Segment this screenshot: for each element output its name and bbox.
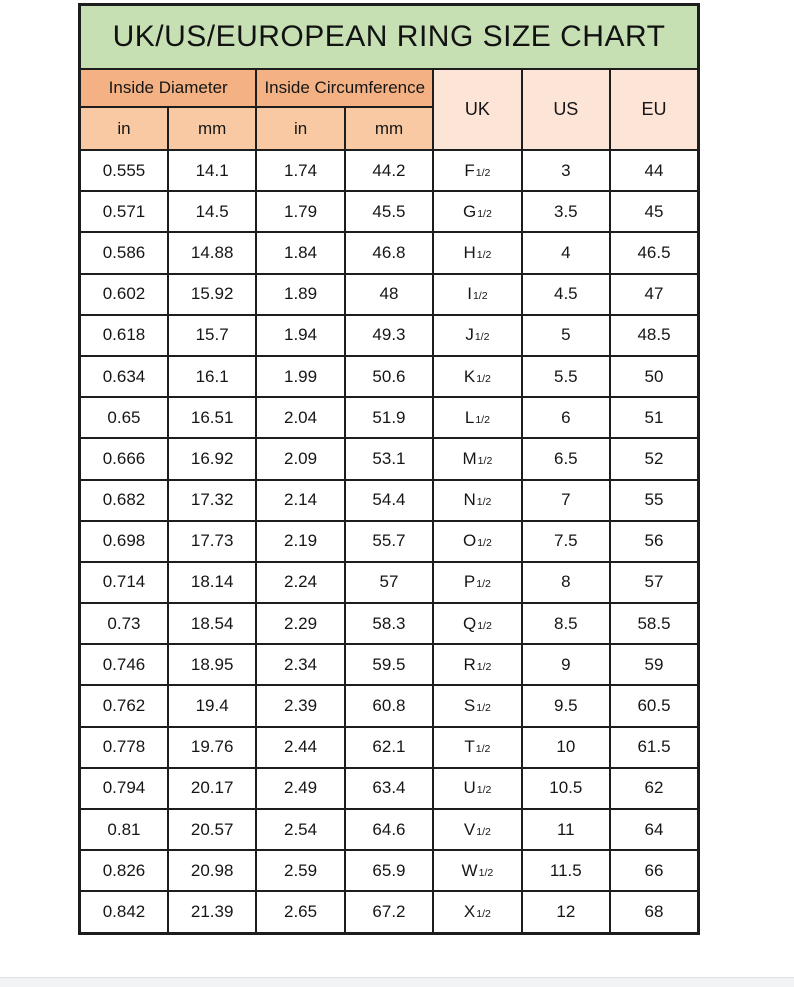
cell-us: 11 <box>522 809 610 850</box>
cell-eu: 45 <box>610 191 698 232</box>
cell-circumference_mm: 45.5 <box>345 191 433 232</box>
uk-size-fraction: 1/2 <box>477 207 492 220</box>
cell-circumference_mm: 60.8 <box>345 685 433 726</box>
uk-size-letter: K <box>463 366 476 386</box>
uk-size-fraction: 1/2 <box>476 578 491 591</box>
uk-size-fraction: 1/2 <box>476 702 491 715</box>
table-row <box>80 891 699 933</box>
table-row <box>80 356 699 397</box>
cell-diameter_mm: 16.51 <box>168 397 256 438</box>
cell-diameter_mm: 14.5 <box>168 191 256 232</box>
uk-size-letter: U <box>463 778 476 798</box>
cell-uk <box>433 397 521 438</box>
cell-circumference_mm: 62.1 <box>345 727 433 768</box>
cell-circumference_mm: 67.2 <box>345 891 433 933</box>
cell-diameter_mm: 20.57 <box>168 809 256 850</box>
table-row <box>80 521 699 562</box>
cell-us: 8.5 <box>522 603 610 644</box>
cell-uk <box>433 562 521 603</box>
cell-circumference_mm: 54.4 <box>345 480 433 521</box>
uk-size-letter: G <box>462 201 477 221</box>
header-diameter-in: in <box>80 107 168 150</box>
table-row <box>80 685 699 726</box>
uk-size-letter: J <box>465 325 474 345</box>
cell-diameter_in: 0.762 <box>80 685 168 726</box>
table-row <box>80 562 699 603</box>
cell-diameter_in: 0.778 <box>80 727 168 768</box>
cell-us: 11.5 <box>522 850 610 891</box>
cell-diameter_mm: 15.92 <box>168 274 256 315</box>
uk-size-letter: R <box>463 654 476 674</box>
cell-uk <box>433 191 521 232</box>
uk-size-letter: L <box>464 407 475 427</box>
cell-circumference_in: 1.94 <box>256 315 344 356</box>
cell-diameter_mm: 20.17 <box>168 768 256 809</box>
table-row <box>80 315 699 356</box>
cell-circumference_in: 1.79 <box>256 191 344 232</box>
group-header-row <box>80 69 699 107</box>
header-us: US <box>522 69 610 150</box>
cell-us: 3.5 <box>522 191 610 232</box>
cell-circumference_mm: 55.7 <box>345 521 433 562</box>
uk-size-fraction: 1/2 <box>474 331 490 344</box>
uk-size-fraction: 1/2 <box>476 496 492 509</box>
header-circumference-mm: mm <box>345 107 433 150</box>
cell-circumference_mm: 57 <box>345 562 433 603</box>
header-inside-circumference: Inside Circumference <box>256 69 433 107</box>
cell-diameter_mm: 18.95 <box>168 644 256 685</box>
uk-size-fraction: 1/2 <box>476 660 492 673</box>
table-row <box>80 150 699 191</box>
cell-circumference_in: 1.99 <box>256 356 344 397</box>
cell-diameter_in: 0.618 <box>80 315 168 356</box>
cell-circumference_mm: 44.2 <box>345 150 433 191</box>
cell-diameter_mm: 14.88 <box>168 232 256 273</box>
uk-size-fraction: 1/2 <box>472 290 488 303</box>
cell-us: 4.5 <box>522 274 610 315</box>
cell-diameter_mm: 16.1 <box>168 356 256 397</box>
table-row <box>80 232 699 273</box>
uk-size-letter: O <box>462 531 477 551</box>
table-row <box>80 480 699 521</box>
cell-us: 12 <box>522 891 610 933</box>
cell-circumference_mm: 64.6 <box>345 809 433 850</box>
cell-circumference_in: 2.59 <box>256 850 344 891</box>
cell-diameter_mm: 14.1 <box>168 150 256 191</box>
cell-circumference_in: 2.09 <box>256 438 344 479</box>
cell-eu: 60.5 <box>610 685 698 726</box>
uk-size-fraction: 1/2 <box>476 907 491 920</box>
cell-circumference_mm: 48 <box>345 274 433 315</box>
cell-uk <box>433 480 521 521</box>
cell-diameter_in: 0.81 <box>80 809 168 850</box>
cell-uk <box>433 644 521 685</box>
cell-circumference_in: 1.84 <box>256 232 344 273</box>
cell-eu: 55 <box>610 480 698 521</box>
cell-us: 8 <box>522 562 610 603</box>
cell-uk <box>433 727 521 768</box>
cell-us: 3 <box>522 150 610 191</box>
table-row <box>80 768 699 809</box>
cell-circumference_in: 2.49 <box>256 768 344 809</box>
header-uk: UK <box>433 69 521 150</box>
table-row <box>80 644 699 685</box>
uk-size-fraction: 1/2 <box>478 866 494 879</box>
table-row <box>80 809 699 850</box>
uk-size-letter: S <box>463 696 476 716</box>
uk-size-fraction: 1/2 <box>475 743 491 756</box>
cell-diameter_mm: 20.98 <box>168 850 256 891</box>
uk-size-fraction: 1/2 <box>477 454 493 467</box>
cell-eu: 51 <box>610 397 698 438</box>
cell-eu: 56 <box>610 521 698 562</box>
cell-circumference_in: 2.14 <box>256 480 344 521</box>
header-inside-diameter: Inside Diameter <box>80 69 257 107</box>
cell-circumference_in: 2.29 <box>256 603 344 644</box>
cell-uk <box>433 891 521 933</box>
cell-diameter_in: 0.746 <box>80 644 168 685</box>
cell-diameter_in: 0.571 <box>80 191 168 232</box>
cell-circumference_in: 1.74 <box>256 150 344 191</box>
cell-uk <box>433 685 521 726</box>
cell-diameter_in: 0.65 <box>80 397 168 438</box>
table-body <box>80 150 699 933</box>
uk-size-letter: M <box>462 448 477 468</box>
cell-circumference_mm: 51.9 <box>345 397 433 438</box>
table-row <box>80 603 699 644</box>
cell-diameter_mm: 19.76 <box>168 727 256 768</box>
cell-circumference_mm: 59.5 <box>345 644 433 685</box>
uk-size-fraction: 1/2 <box>475 166 491 179</box>
uk-size-fraction: 1/2 <box>477 537 492 550</box>
cell-diameter_in: 0.682 <box>80 480 168 521</box>
cell-uk <box>433 809 521 850</box>
cell-diameter_mm: 16.92 <box>168 438 256 479</box>
uk-size-letter: W <box>461 860 478 880</box>
cell-eu: 68 <box>610 891 698 933</box>
table-row <box>80 191 699 232</box>
cell-uk <box>433 438 521 479</box>
ring-size-chart <box>78 3 700 935</box>
cell-diameter_mm: 15.7 <box>168 315 256 356</box>
cell-eu: 59 <box>610 644 698 685</box>
cell-circumference_in: 2.04 <box>256 397 344 438</box>
cell-diameter_mm: 21.39 <box>168 891 256 933</box>
uk-size-fraction: 1/2 <box>476 372 491 385</box>
cell-circumference_in: 2.65 <box>256 891 344 933</box>
header-eu: EU <box>610 69 698 150</box>
cell-diameter_in: 0.73 <box>80 603 168 644</box>
cell-diameter_in: 0.794 <box>80 768 168 809</box>
table-row <box>80 850 699 891</box>
cell-us: 10 <box>522 727 610 768</box>
uk-size-letter: H <box>463 242 476 262</box>
cell-circumference_mm: 63.4 <box>345 768 433 809</box>
uk-size-fraction: 1/2 <box>476 248 492 261</box>
cell-us: 5 <box>522 315 610 356</box>
cell-diameter_mm: 19.4 <box>168 685 256 726</box>
cell-eu: 66 <box>610 850 698 891</box>
uk-size-letter: T <box>464 737 475 757</box>
table-row <box>80 274 699 315</box>
cell-eu: 64 <box>610 809 698 850</box>
cell-eu: 58.5 <box>610 603 698 644</box>
cell-diameter_in: 0.666 <box>80 438 168 479</box>
uk-size-letter: V <box>463 819 476 839</box>
cell-circumference_in: 2.54 <box>256 809 344 850</box>
cell-diameter_mm: 18.14 <box>168 562 256 603</box>
uk-size-letter: F <box>464 160 475 180</box>
cell-circumference_mm: 58.3 <box>345 603 433 644</box>
cell-circumference_mm: 49.3 <box>345 315 433 356</box>
header-diameter-mm: mm <box>168 107 256 150</box>
table-row <box>80 727 699 768</box>
cell-circumference_mm: 65.9 <box>345 850 433 891</box>
cell-uk <box>433 356 521 397</box>
title-row <box>80 5 699 70</box>
cell-circumference_in: 2.44 <box>256 727 344 768</box>
uk-size-letter: Q <box>462 613 477 633</box>
uk-size-fraction: 1/2 <box>476 825 491 838</box>
chart-title: UK/US/EUROPEAN RING SIZE CHART <box>80 5 699 70</box>
cell-circumference_mm: 53.1 <box>345 438 433 479</box>
cell-diameter_in: 0.602 <box>80 274 168 315</box>
cell-us: 6 <box>522 397 610 438</box>
cell-eu: 62 <box>610 768 698 809</box>
cell-uk <box>433 232 521 273</box>
cell-us: 4 <box>522 232 610 273</box>
cell-us: 10.5 <box>522 768 610 809</box>
cell-diameter_mm: 17.73 <box>168 521 256 562</box>
cell-us: 9.5 <box>522 685 610 726</box>
cell-us: 9 <box>522 644 610 685</box>
uk-size-letter: I <box>467 284 472 304</box>
cell-diameter_in: 0.842 <box>80 891 168 933</box>
cell-uk <box>433 274 521 315</box>
cell-uk <box>433 315 521 356</box>
cell-circumference_in: 2.24 <box>256 562 344 603</box>
cell-eu: 61.5 <box>610 727 698 768</box>
uk-size-letter: X <box>463 901 476 921</box>
cell-diameter_in: 0.698 <box>80 521 168 562</box>
cell-uk <box>433 850 521 891</box>
cell-us: 7 <box>522 480 610 521</box>
table-row <box>80 397 699 438</box>
cell-eu: 52 <box>610 438 698 479</box>
ring-size-table <box>78 3 700 935</box>
cell-uk <box>433 768 521 809</box>
uk-size-letter: N <box>463 490 476 510</box>
uk-size-fraction: 1/2 <box>476 784 492 797</box>
cell-diameter_in: 0.634 <box>80 356 168 397</box>
cell-circumference_mm: 46.8 <box>345 232 433 273</box>
table-row <box>80 438 699 479</box>
cell-diameter_in: 0.555 <box>80 150 168 191</box>
cell-diameter_in: 0.586 <box>80 232 168 273</box>
uk-size-letter: P <box>463 572 476 592</box>
cell-uk <box>433 150 521 191</box>
cell-eu: 50 <box>610 356 698 397</box>
cell-diameter_mm: 18.54 <box>168 603 256 644</box>
cell-uk <box>433 603 521 644</box>
cell-us: 6.5 <box>522 438 610 479</box>
cell-circumference_in: 1.89 <box>256 274 344 315</box>
cell-diameter_mm: 17.32 <box>168 480 256 521</box>
cell-circumference_in: 2.39 <box>256 685 344 726</box>
cell-eu: 57 <box>610 562 698 603</box>
cell-circumference_mm: 50.6 <box>345 356 433 397</box>
cell-eu: 44 <box>610 150 698 191</box>
cell-eu: 48.5 <box>610 315 698 356</box>
cell-eu: 46.5 <box>610 232 698 273</box>
cell-circumference_in: 2.19 <box>256 521 344 562</box>
cell-us: 5.5 <box>522 356 610 397</box>
cell-us: 7.5 <box>522 521 610 562</box>
header-circumference-in: in <box>256 107 344 150</box>
cell-uk <box>433 521 521 562</box>
cell-circumference_in: 2.34 <box>256 644 344 685</box>
cell-diameter_in: 0.826 <box>80 850 168 891</box>
uk-size-fraction: 1/2 <box>475 413 490 426</box>
footer-bar <box>0 977 794 987</box>
uk-size-fraction: 1/2 <box>477 619 492 632</box>
cell-eu: 47 <box>610 274 698 315</box>
cell-diameter_in: 0.714 <box>80 562 168 603</box>
